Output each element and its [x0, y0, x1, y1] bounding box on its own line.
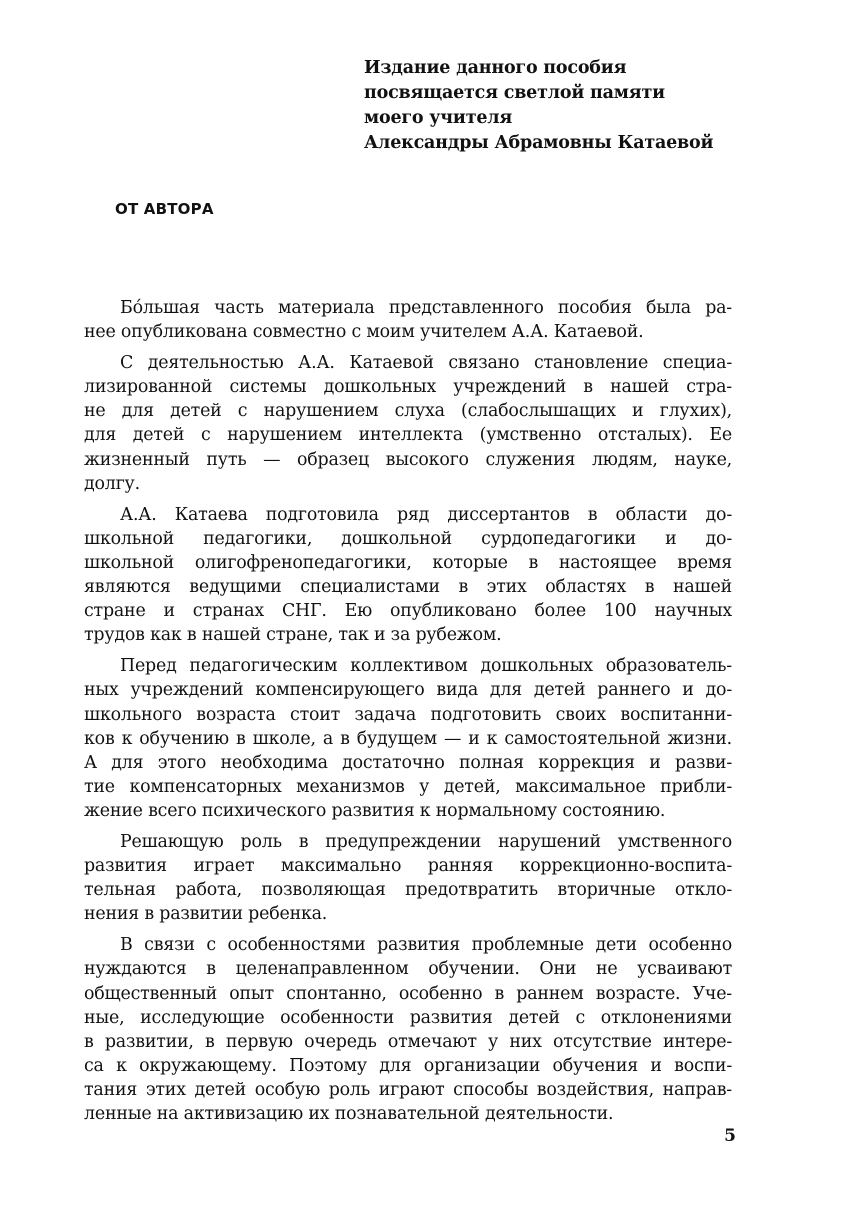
- section-heading: ОТ АВТОРА: [115, 200, 214, 218]
- text-line: С деятельностью А.А. Катаевой связано становление специа-: [120, 353, 732, 374]
- text-line: Перед педагогическим коллективом дошкольных образователь-: [120, 656, 732, 677]
- text-line: школьного возраста стоит задача подготовить своих воспитанни-: [84, 704, 732, 725]
- text-line: в развитии, в первую очередь отмечают у них отсутствие интере-: [84, 1031, 732, 1052]
- text-line: А.А. Катаева подготовила ряд диссертантов в области до-: [120, 504, 732, 525]
- text-line: школьной педагогики, дошкольной сурдопедагогики и до-: [84, 528, 732, 549]
- text-line: Решающую роль в предупреждении нарушений умственного: [120, 831, 732, 852]
- text-line: тельная работа, позволяющая предотвратить вторичные откло-: [84, 880, 732, 901]
- text-line: В связи с особенностями развития проблемные дети особенно: [120, 935, 732, 956]
- text-line: тие компенсаторных механизмов у детей, максимальное прибли-: [84, 776, 732, 797]
- paragraph: [84, 296, 732, 344]
- text-line: школьной олигофренопедагогики, которые в настоящее время: [84, 552, 732, 573]
- text-line: стране и странах СНГ. Ею опубликовано более 100 научных: [84, 601, 732, 622]
- dedication-line: моего учителя: [364, 108, 513, 128]
- body-text: [84, 296, 732, 1133]
- page-number: 5: [724, 1126, 736, 1146]
- dedication-line: Издание данного пособия: [364, 58, 627, 78]
- text-line: ленные на активизацию их познавательной деятельности.: [84, 1104, 614, 1124]
- dedication: [364, 56, 804, 156]
- text-line: са к окружающему. Поэтому для организации обучения и воспи-: [84, 1055, 732, 1076]
- text-line: общественный опыт спонтанно, особенно в раннем возрасте. Уче-: [84, 983, 732, 1004]
- text-line: ных учреждений компенсирующего вида для детей раннего и до-: [84, 680, 732, 701]
- text-line: развития играет максимально ранняя коррекционно-воспита-: [84, 856, 732, 877]
- text-line: не для детей с нарушением слуха (слабослышащих и глухих),: [84, 401, 732, 422]
- dedication-line: посвящается светлой памяти: [364, 83, 665, 103]
- text-line: ков к обучению в школе, а в будущем — и к самостоятельной жизни.: [84, 728, 732, 749]
- paragraph: [84, 351, 732, 496]
- paragraph: [84, 830, 732, 926]
- text-line: жизненный путь — образец высокого служения людям, науке,: [84, 449, 732, 470]
- text-line: ные, исследующие особенности развития детей с отклонениями: [84, 1007, 732, 1028]
- paragraph: [84, 933, 732, 1126]
- text-line: нения в развитии ребенка.: [84, 904, 328, 925]
- text-line: А для этого необходима достаточно полная коррекция и разви-: [84, 752, 732, 773]
- text-line: являются ведущими специалистами в этих областях в нашей: [84, 577, 732, 598]
- text-line: долгу.: [84, 473, 140, 494]
- text-line: трудов как в нашей стране, так и за рубежом.: [84, 625, 502, 646]
- paragraph: [84, 654, 732, 823]
- paragraph: [84, 503, 732, 648]
- text-line: лизированной системы дошкольных учреждений в нашей стра-: [84, 377, 732, 398]
- text-line: для детей с нарушением интеллекта (умственно отсталых). Ее: [84, 425, 732, 446]
- text-line: нуждаются в целенаправленном обучении. Они не усваивают: [84, 959, 732, 980]
- dedication-line: Александры Абрамовны Катаевой: [364, 133, 714, 153]
- text-line: нее опубликована совместно с моим учителем А.А. Катаевой.: [84, 322, 644, 343]
- text-line: жение всего психического развития к нормальному состоянию.: [84, 800, 666, 821]
- text-line: тания этих детей особую роль играют способы воздействия, направ-: [84, 1079, 732, 1100]
- text-line: Бóльшая часть материала представленного пособия была ра-: [120, 298, 732, 318]
